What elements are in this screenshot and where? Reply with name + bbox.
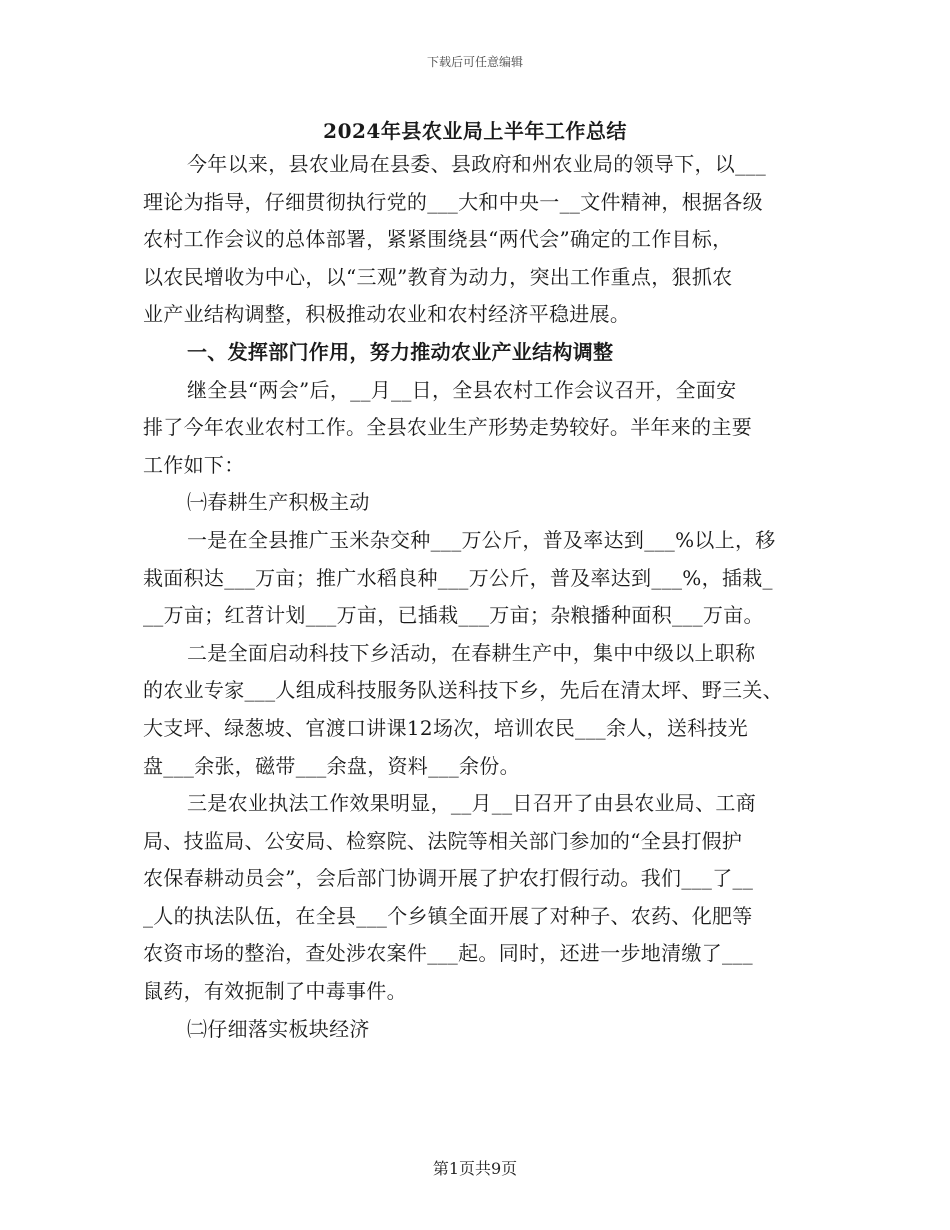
paragraph-line: 大支坪、绿葱坡、官渡口讲课12场次，培训农民___余人，送科技光 <box>143 715 749 740</box>
paragraph-line: 盘___余张，磁带___余盘，资料___余份。 <box>143 753 520 778</box>
paragraph-line: ㈡仔细落实板块经济 <box>187 1016 370 1041</box>
paragraph-line: 继全县“两会”后，__月__日，全县农村工作会议召开，全面安 <box>187 377 737 402</box>
document-body <box>143 146 815 1048</box>
page-footer: 第1页共9页 <box>432 1159 518 1178</box>
paragraph-line: 以农民增收为中心，以“三观”教育为动力，突出工作重点，狠抓农 <box>143 264 733 289</box>
page-header-note: 下载后可任意编辑 <box>426 55 523 69</box>
paragraph-line: 三是农业执法工作效果明显，__月__日召开了由县农业局、工商 <box>187 791 756 816</box>
paragraph-line: 今年以来，县农业局在县委、县政府和州农业局的领导下，以___ <box>187 152 766 176</box>
paragraph-line: 农资市场的整治，查处涉农案件___起。同时，还进一步地清缴了___ <box>143 941 753 966</box>
paragraph-line: ㈠春耕生产积极主动 <box>187 490 370 515</box>
paragraph-line: _人的执法队伍，在全县___个乡镇全面开展了对种子、农药、化肥等 <box>143 903 753 928</box>
paragraph-line: 工作如下： <box>143 452 245 477</box>
paragraph-line: 业产业结构调整，积极推动农业和农村经济平稳进展。 <box>143 302 631 327</box>
paragraph-line: 理论为指导，仔细贯彻执行党的___大和中央一__文件精神，根据各级 <box>143 189 763 214</box>
paragraph-line: 排了今年农业农村工作。全县农业生产形势走势较好。半年来的主要 <box>143 415 752 440</box>
paragraph-line: 农村工作会议的总体部署，紧紧围绕县“两代会”确定的工作目标， <box>143 227 733 252</box>
paragraph-line: 农保春耕动员会”，会后部门协调开展了护农打假行动。我们___了__ <box>143 866 754 891</box>
paragraph-line: 栽面积达___万亩；推广水稻良种___万公斤，普及率达到___%，插栽_ <box>143 565 773 590</box>
paragraph-line: 一是在全县推广玉米杂交种___万公斤，普及率达到___%以上，移 <box>187 527 776 552</box>
paragraph-line: 二是全面启动科技下乡活动，在春耕生产中，集中中级以上职称 <box>187 640 756 665</box>
section-heading: 一、发挥部门作用，努力推动农业产业结构调整 <box>187 339 614 364</box>
paragraph-line: __万亩；红苕计划___万亩，已插栽___万亩；杂粮播种面积___万亩。 <box>143 603 764 628</box>
paragraph-line: 局、技监局、公安局、检察院、法院等相关部门参加的“全县打假护 <box>143 828 743 853</box>
paragraph-line: 的农业专家___人组成科技服务队送科技下乡，先后在清太坪、野三关、 <box>143 678 783 703</box>
document-title: 2024年县农业局上半年工作总结 <box>323 119 627 143</box>
paragraph-line: 鼠药，有效扼制了中毒事件。 <box>143 979 407 1004</box>
